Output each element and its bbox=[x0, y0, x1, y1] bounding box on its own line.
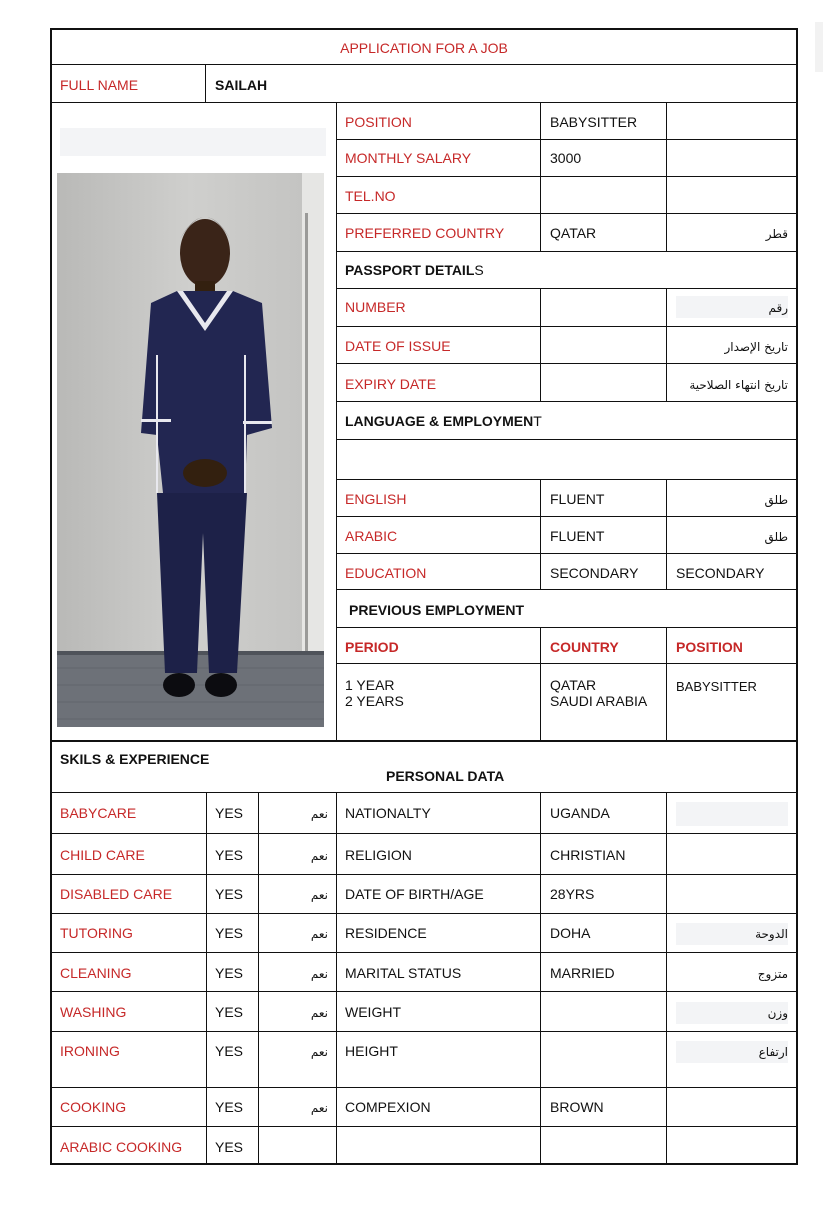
border bbox=[336, 176, 798, 177]
border bbox=[540, 792, 541, 1164]
blank-field bbox=[676, 802, 788, 826]
border bbox=[50, 740, 798, 742]
border bbox=[336, 213, 798, 214]
border bbox=[666, 479, 667, 589]
border bbox=[50, 1126, 798, 1127]
preferred-country-value: QATAR bbox=[550, 225, 597, 241]
english-label: ENGLISH bbox=[345, 491, 407, 507]
border bbox=[336, 139, 798, 140]
skill-label: IRONING bbox=[60, 1043, 120, 1059]
blank-field bbox=[60, 128, 326, 156]
skill-arabic: نعم bbox=[310, 927, 328, 941]
arabic-language-arabic: طلق bbox=[764, 530, 788, 544]
border bbox=[540, 288, 541, 402]
border bbox=[540, 479, 541, 589]
border bbox=[336, 401, 798, 402]
border bbox=[336, 288, 798, 289]
skill-label: COOKING bbox=[60, 1099, 127, 1115]
position-column-header: POSITION bbox=[676, 639, 743, 655]
skill-value: YES bbox=[215, 1043, 244, 1059]
border bbox=[336, 363, 798, 364]
country-column-header: COUNTRY bbox=[550, 639, 619, 655]
border bbox=[666, 792, 667, 1164]
arabic-language-value: FLUENT bbox=[550, 528, 605, 544]
personal-arabic: الدوحة bbox=[755, 927, 788, 941]
skill-arabic: نعم bbox=[310, 807, 328, 821]
border bbox=[50, 28, 52, 1165]
border bbox=[50, 874, 798, 875]
education-value: SECONDARY bbox=[550, 565, 639, 581]
skill-value: YES bbox=[215, 1004, 244, 1020]
preferred-country-arabic: قطر bbox=[765, 227, 788, 241]
border bbox=[336, 102, 337, 740]
personal-label: MARITAL STATUS bbox=[345, 965, 462, 981]
skill-value: YES bbox=[215, 1099, 244, 1115]
arabic-language-label: ARABIC bbox=[345, 528, 398, 544]
personal-label: DATE OF BIRTH/AGE bbox=[345, 886, 484, 902]
border bbox=[50, 1087, 798, 1088]
border bbox=[50, 913, 798, 914]
border bbox=[336, 792, 337, 1164]
personal-value: MARRIED bbox=[550, 965, 615, 981]
passport-header-tail: S bbox=[474, 262, 484, 278]
english-value: FLUENT bbox=[550, 491, 605, 507]
employment-position: BABYSITTER bbox=[676, 679, 757, 694]
personal-arabic: ارتفاع bbox=[758, 1045, 788, 1059]
form-title: APPLICATION FOR A JOB bbox=[340, 40, 508, 56]
border bbox=[336, 251, 798, 252]
skill-arabic: نعم bbox=[310, 1101, 328, 1115]
applicant-photo bbox=[57, 173, 324, 727]
skill-label: WASHING bbox=[60, 1004, 127, 1020]
personal-label: NATIONALTY bbox=[345, 805, 431, 821]
tel-no-label: TEL.NO bbox=[345, 188, 396, 204]
skill-arabic: نعم bbox=[310, 888, 328, 902]
border bbox=[50, 102, 798, 103]
border bbox=[336, 439, 798, 440]
expiry-date-label: EXPIRY DATE bbox=[345, 376, 437, 392]
personal-arabic: وزن bbox=[767, 1006, 788, 1020]
border bbox=[666, 288, 667, 402]
date-of-issue-arabic: تاريخ الإصدار bbox=[724, 340, 788, 354]
personal-data-header: PERSONAL DATA bbox=[386, 768, 505, 784]
passport-number-arabic: رقم bbox=[768, 301, 788, 315]
skill-value: YES bbox=[215, 805, 244, 821]
border bbox=[205, 64, 206, 102]
position-label: POSITION bbox=[345, 114, 412, 130]
skill-value: YES bbox=[215, 925, 244, 941]
english-arabic: طلق bbox=[764, 493, 788, 507]
border bbox=[336, 663, 798, 664]
border bbox=[540, 627, 541, 740]
expiry-date-arabic: تاريخ انتهاء الصلاحية bbox=[689, 378, 788, 392]
full-name-value: SAILAH bbox=[215, 77, 268, 93]
passport-header-bold: PASSPORT DETAIL bbox=[345, 262, 475, 278]
skills-experience-header: SKILS & EXPERIENCE bbox=[60, 751, 210, 767]
personal-value: CHRISTIAN bbox=[550, 847, 626, 863]
previous-employment-header: PREVIOUS EMPLOYMENT bbox=[349, 602, 525, 618]
skill-label: CHILD CARE bbox=[60, 847, 145, 863]
monthly-salary-label: MONTHLY SALARY bbox=[345, 150, 472, 166]
border bbox=[336, 627, 798, 628]
border bbox=[336, 516, 798, 517]
border bbox=[50, 991, 798, 992]
skill-arabic: نعم bbox=[310, 1006, 328, 1020]
border bbox=[336, 479, 798, 480]
passport-details-header bbox=[345, 262, 484, 278]
employment-country: QATAR SAUDI ARABIA bbox=[550, 677, 648, 709]
skill-arabic: نعم bbox=[310, 849, 328, 863]
border bbox=[50, 1163, 798, 1165]
skill-label: CLEANING bbox=[60, 965, 132, 981]
personal-label: RESIDENCE bbox=[345, 925, 427, 941]
border bbox=[336, 553, 798, 554]
passport-number-label: NUMBER bbox=[345, 299, 406, 315]
border bbox=[50, 952, 798, 953]
skill-label: TUTORING bbox=[60, 925, 133, 941]
language-header-tail: T bbox=[533, 413, 542, 429]
monthly-salary-value: 3000 bbox=[550, 150, 582, 166]
personal-arabic: متزوج bbox=[757, 967, 788, 981]
skill-label: ARABIC COOKING bbox=[60, 1139, 183, 1155]
border bbox=[206, 792, 207, 1164]
personal-value: DOHA bbox=[550, 925, 591, 941]
full-name-label: FULL NAME bbox=[60, 77, 139, 93]
border bbox=[336, 589, 798, 590]
border bbox=[50, 833, 798, 834]
employment-period: 1 YEAR 2 YEARS bbox=[345, 677, 404, 709]
border bbox=[796, 28, 798, 1165]
personal-label: HEIGHT bbox=[345, 1043, 398, 1059]
education-value-2: SECONDARY bbox=[676, 565, 765, 581]
skill-value: YES bbox=[215, 965, 244, 981]
personal-label: WEIGHT bbox=[345, 1004, 401, 1020]
border bbox=[258, 792, 259, 1164]
skill-value: YES bbox=[215, 886, 244, 902]
personal-label: COMPEXION bbox=[345, 1099, 431, 1115]
personal-value: BROWN bbox=[550, 1099, 604, 1115]
border bbox=[50, 1031, 798, 1032]
personal-value: UGANDA bbox=[550, 805, 610, 821]
skill-label: DISABLED CARE bbox=[60, 886, 173, 902]
skill-arabic: نعم bbox=[310, 1045, 328, 1059]
border bbox=[336, 326, 798, 327]
education-label: EDUCATION bbox=[345, 565, 427, 581]
skill-value: YES bbox=[215, 847, 244, 863]
border bbox=[50, 792, 798, 793]
border bbox=[50, 28, 798, 30]
personal-value: 28YRS bbox=[550, 886, 595, 902]
skill-label: BABYCARE bbox=[60, 805, 137, 821]
language-employment-header bbox=[345, 413, 542, 429]
language-header-bold: LANGUAGE & EMPLOYMEN bbox=[345, 413, 534, 429]
skill-value: YES bbox=[215, 1139, 244, 1155]
personal-label: RELIGION bbox=[345, 847, 412, 863]
position-value: BABYSITTER bbox=[550, 114, 638, 130]
border bbox=[50, 64, 798, 65]
page-edge-shadow bbox=[815, 22, 823, 72]
preferred-country-label: PREFERRED COUNTRY bbox=[345, 225, 505, 241]
period-column-header: PERIOD bbox=[345, 639, 399, 655]
date-of-issue-label: DATE OF ISSUE bbox=[345, 338, 451, 354]
border bbox=[666, 627, 667, 740]
skill-arabic: نعم bbox=[310, 967, 328, 981]
